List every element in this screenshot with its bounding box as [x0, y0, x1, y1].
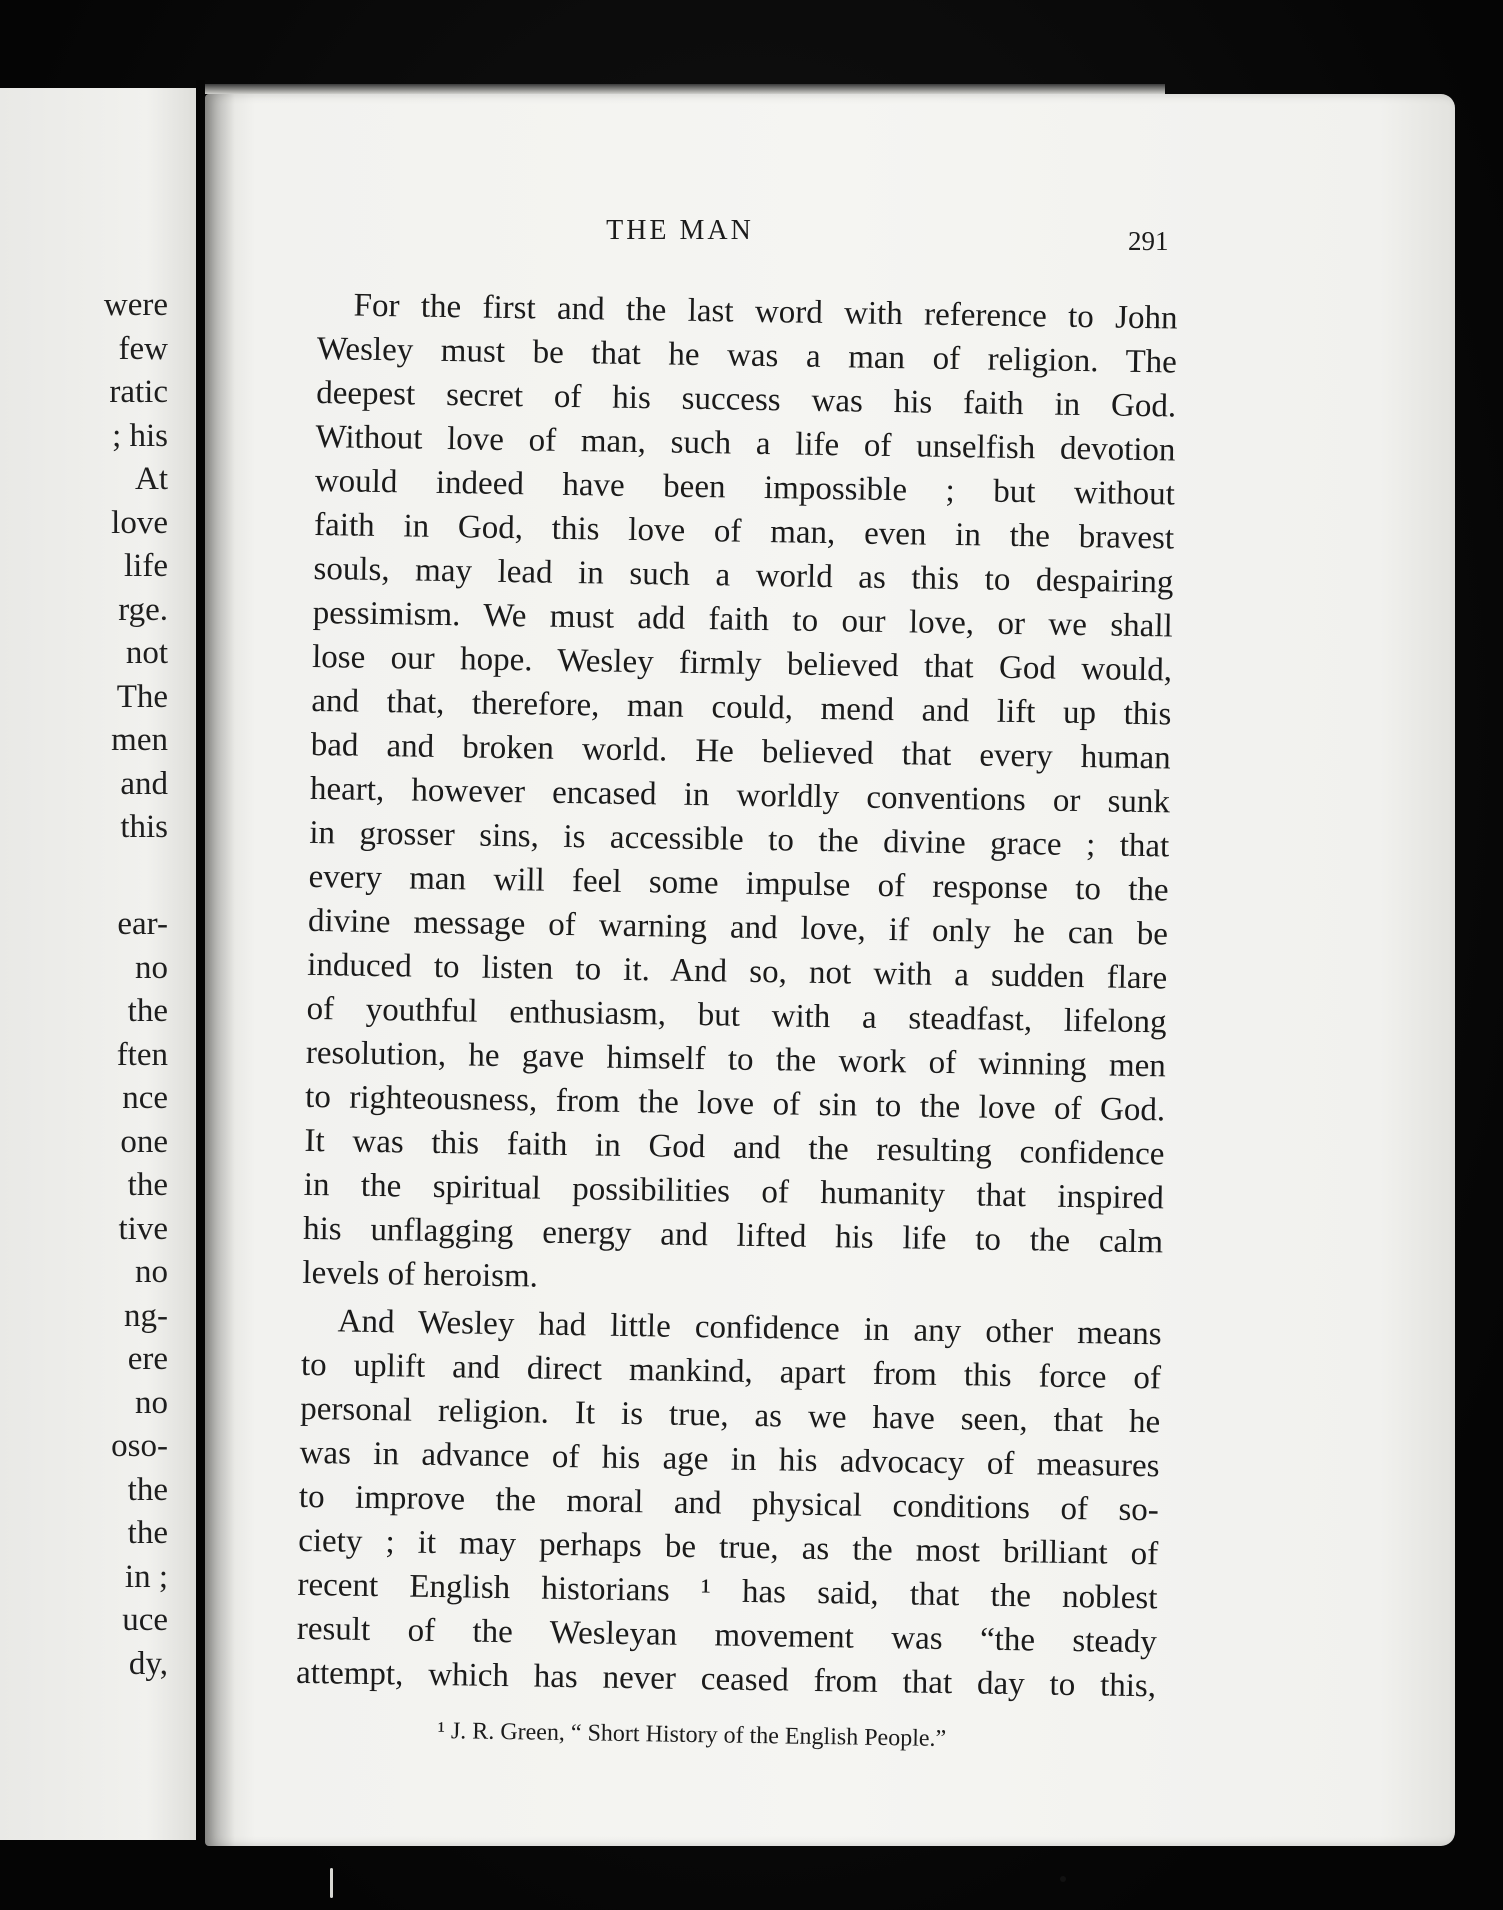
- left-page-fragment: in ;: [124, 1558, 168, 1595]
- scan-speck: [1060, 1876, 1066, 1882]
- text-line: pessimism. We must add faith to our love, or we shall: [312, 594, 1173, 645]
- left-page-fragment: uce: [122, 1602, 168, 1638]
- text-line: resolution, he gave himself to the work of winning men: [305, 1034, 1167, 1085]
- left-page-fragment: the: [127, 1167, 168, 1203]
- left-page-fragment: ear-: [117, 906, 168, 942]
- text-line: and that, therefore, man could, mend and lift up this: [311, 682, 1172, 733]
- left-page-fragment: no: [135, 1384, 168, 1421]
- text-line: lose our hope. Wesley firmly believed that God would,: [311, 638, 1173, 689]
- text-line: For the first and the last word with reference to John: [353, 287, 1178, 337]
- text-line: It was this faith in God and the resulting confidence: [304, 1122, 1165, 1173]
- left-page-fragment: men: [111, 722, 168, 758]
- left-page-fragment: rge.: [118, 591, 168, 628]
- left-page-fragment: one: [120, 1123, 168, 1160]
- text-line: was in advance of his age in his advocacy of measures: [299, 1434, 1160, 1485]
- left-page-fragment: ng-: [124, 1297, 168, 1334]
- text-line: result of the Wesleyan movement was “the steady: [296, 1610, 1158, 1661]
- text-line: to improve the moral and physical conditions of so-: [298, 1478, 1160, 1529]
- left-page-fragment: few: [118, 330, 168, 367]
- text-line: souls, may lead in such a world as this to despairing: [313, 550, 1174, 601]
- left-page-fragment: no: [135, 949, 168, 986]
- left-page-fragment: and: [120, 765, 168, 802]
- text-line: Without love of man, such a life of unselfish devotion: [315, 418, 1176, 469]
- text-line: would indeed have been impossible ; but without: [314, 462, 1176, 513]
- previous-page-edge: [0, 88, 196, 1840]
- footnote: ¹ J. R. Green, “ Short History of the English People.”: [437, 1717, 947, 1752]
- left-page-fragment: tive: [118, 1210, 168, 1247]
- left-page-fragment: The: [116, 678, 168, 715]
- left-page-fragment: oso-: [111, 1428, 168, 1464]
- text-line: divine message of warning and love, if only he can be: [307, 902, 1169, 953]
- running-head: THE MAN: [606, 215, 754, 246]
- page-fold-shadow: [205, 94, 235, 1846]
- text-line: personal religion. It is true, as we have seen, that he: [300, 1390, 1161, 1441]
- text-line: deepest secret of his success was his faith in God.: [315, 374, 1177, 425]
- text-line: to righteousness, from the love of sin to the love of God.: [304, 1078, 1166, 1129]
- left-page-fragment: this: [120, 809, 168, 845]
- text-line: ciety ; it may perhaps be true, as the most brilliant of: [297, 1522, 1159, 1573]
- text-line: of youthful enthusiasm, but with a steadfast, lifelong: [306, 990, 1167, 1041]
- page-number: 291: [1128, 226, 1169, 256]
- book-gutter: [196, 80, 205, 1860]
- text-line: bad and broken world. He believed that every human: [310, 726, 1171, 777]
- left-page-fragment: the: [127, 1515, 168, 1551]
- left-page-fragment: At: [135, 461, 168, 497]
- text-line: in the spiritual possibilities of humanity that inspired: [303, 1166, 1165, 1217]
- left-page-fragment: dy,: [128, 1645, 168, 1682]
- text-line: Wesley must be that he was a man of religion. The: [316, 330, 1178, 381]
- left-page-fragment: ratic: [109, 374, 168, 410]
- page-top-edge: [205, 84, 1165, 94]
- left-page-fragment: no: [135, 1254, 168, 1290]
- text-line: induced to listen to it. And so, not with a sudden flare: [307, 946, 1168, 997]
- left-page-fragment: ; his: [112, 417, 168, 454]
- left-page-fragment: the: [127, 993, 168, 1029]
- text-line: faith in God, this love of man, even in the bravest: [313, 506, 1175, 557]
- left-page-fragment: life: [124, 548, 168, 584]
- left-page-fragment: not: [125, 635, 168, 671]
- text-line: recent English historians ¹ has said, that the noblest: [297, 1566, 1158, 1617]
- scan-mark: [330, 1868, 333, 1898]
- text-line: heart, however encased in worldly conventions or sunk: [309, 770, 1171, 821]
- text-line: in grosser sins, is accessible to the divine grace ; that: [309, 814, 1170, 865]
- text-line: attempt, which has never ceased from that day to this,: [295, 1654, 1157, 1705]
- text-line: And Wesley had little confidence in any other means: [337, 1303, 1162, 1353]
- left-page-fragment: the: [127, 1471, 168, 1508]
- left-page-fragment: nce: [122, 1080, 168, 1116]
- left-page-fragment: ere: [127, 1341, 168, 1377]
- left-page-fragment: love: [111, 504, 168, 541]
- text-line: levels of heroism.: [302, 1254, 539, 1295]
- text-line: every man will feel some impulse of response to the: [308, 858, 1169, 909]
- text-line: to uplift and direct mankind, apart from this force of: [300, 1346, 1162, 1397]
- text-line: his unflagging energy and lifted his life to the calm: [302, 1210, 1164, 1261]
- left-page-fragment: ften: [116, 1036, 168, 1073]
- left-page-fragment: were: [103, 287, 168, 323]
